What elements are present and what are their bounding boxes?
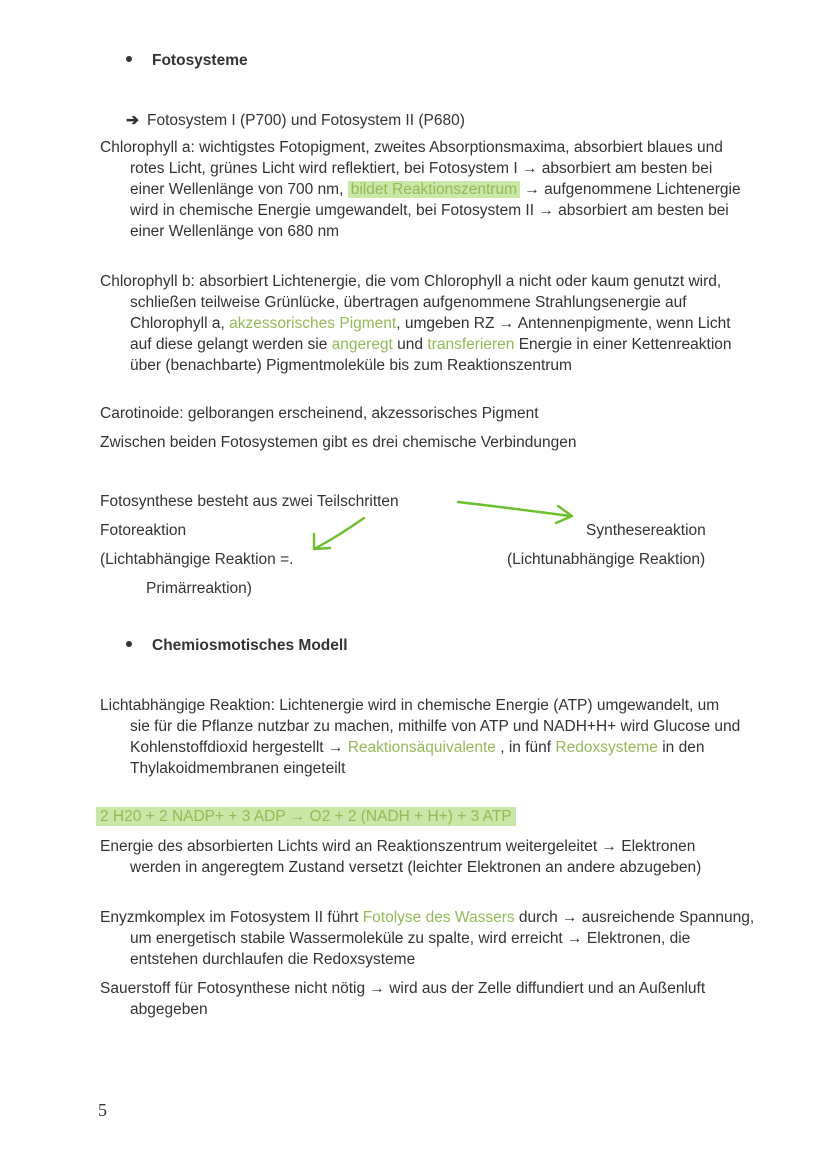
paragraph-zwischen: Zwischen beiden Fotosystemen gibt es drei chemische Verbindungen bbox=[100, 434, 577, 451]
paragraph-energie: Energie des absorbierten Lichts wird an Reaktionszentrum weitergeleitet → Elektronen werden in angeregtem Zustand versetzt (leichter Elektronen an andere abzugeben) bbox=[100, 838, 702, 876]
fotosystem-arrow-line: ➔ Fotosystem I (P700) und Fotosystem II (P680) bbox=[126, 112, 465, 129]
diagram-left-sub1: (Lichtabhängige Reaktion =. bbox=[100, 551, 294, 568]
highlight-reaktionszentrum: bildet Reaktionszentrum bbox=[348, 181, 520, 198]
arrow-right-icon: ➔ bbox=[126, 112, 139, 129]
diagram-left-title: Fotoreaktion bbox=[100, 522, 187, 539]
bullet-icon bbox=[126, 641, 132, 647]
page-number: 5 bbox=[98, 1100, 107, 1120]
diagram-right-sub: (Lichtunabhängige Reaktion) bbox=[507, 551, 706, 568]
paragraph-sauerstoff: Sauerstoff für Fotosynthese nicht nötig → wird aus der Zelle diffundiert und an Außenluft abgegeben bbox=[100, 980, 706, 1018]
section-heading-chemiosmotisch: Chemiosmotisches Modell bbox=[126, 637, 348, 655]
diagram-right-title: Synthesereaktion bbox=[586, 522, 706, 539]
paragraph-carotinoide: Carotinoide: gelborangen erscheinend, akzessorisches Pigment bbox=[100, 405, 539, 422]
bullet-icon bbox=[126, 56, 132, 62]
paragraph-enzymkomplex: Enyzmkomplex im Fotosystem II führt Fotolyse des Wassers durch → ausreichende Spannung, um energetisch stabile Wassermoleküle zu spalte, wird erreicht → Elektronen, die entstehen durchlaufen die Redoxsysteme bbox=[100, 909, 755, 968]
paragraph-chlorophyll-a: Chlorophyll a: wichtigstes Fotopigment, zweites Absorptionsmaxima, absorbiert blaues und rotes Licht, grünes Licht wird reflektiert, bei Fotosystem I → absorbiert am besten bei einer Wellenlänge von 700 nm, bildet Reaktionszentrum → aufgenommene Lichtenergie wird in chemische Energie umgewandelt, bei Fotosystem II → absorbiert am besten bei einer Wellenlänge von 680 nm bbox=[100, 139, 741, 240]
paragraph-chlorophyll-b: Chlorophyll b: absorbiert Lichtenergie, die vom Chlorophyll a nicht oder kaum genutzt wird, schließen teilweise Grünlücke, übertragen aufgenommene Strahlungsenergie auf Chlorophyll a, akzessorisches Pigment, umgeben RZ → Antennenpigmente, wenn Licht auf diese gelangt werden sie angeregt und transferieren Energie in einer Kettenreaktion über (benachbarte) Pigmentmoleküle bis zum Reaktionszentrum bbox=[100, 273, 732, 374]
arrow-left-stroke bbox=[316, 518, 364, 548]
diagram-left-sub2: Primärreaktion) bbox=[146, 580, 252, 597]
paragraph-lichtabhaengig: Lichtabhängige Reaktion: Lichtenergie wird in chemische Energie (ATP) umgewandelt, um sie für die Pflanze nutzbar zu machen, mithilfe von ATP und NADH+H+ wird Glucose und Kohlenstoffdioxid hergestellt → Reaktionsäquivalente , in fünf Redoxsysteme in den Thylakoidmembranen eingeteilt bbox=[100, 697, 741, 777]
section-heading-fotosysteme: Fotosysteme bbox=[126, 52, 248, 70]
handdrawn-arrows bbox=[300, 490, 590, 560]
arrow-right-stroke bbox=[458, 502, 570, 516]
diagram-intro: Fotosynthese besteht aus zwei Teilschritten bbox=[100, 493, 399, 510]
equation: 2 H20 + 2 NADP+ + 3 ADP → O2 + 2 (NADH + H+) + 3 ATP bbox=[96, 806, 516, 827]
